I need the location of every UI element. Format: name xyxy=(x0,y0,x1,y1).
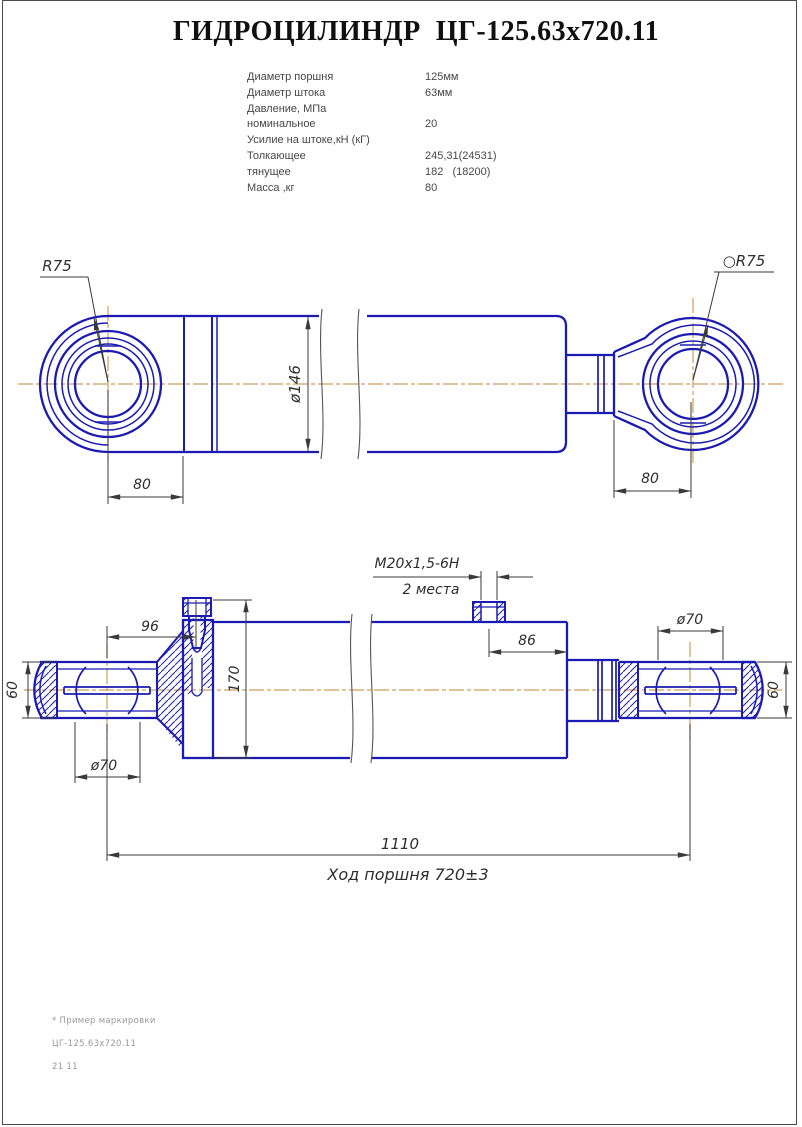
spec-row xyxy=(247,102,497,118)
port-boss xyxy=(473,602,505,622)
spec-label: Диаметр штока xyxy=(247,86,326,99)
spec-label: тянущее xyxy=(247,165,291,178)
lower-end-cap xyxy=(183,620,213,758)
spec-value: 63мм xyxy=(425,86,453,99)
spec-value: 80 xyxy=(425,181,438,194)
lower-barrel xyxy=(213,614,567,763)
spec-row xyxy=(247,149,497,165)
spec-label: номинальное xyxy=(247,118,316,131)
spec-value: 245,31(24531) xyxy=(425,149,497,162)
dia70-right-label: ø70 xyxy=(676,612,704,628)
marking-note-line3: 21 11 xyxy=(52,1062,78,1072)
spec-row xyxy=(247,181,497,197)
piston-stroke-label: Ход поршня 720±3 xyxy=(327,865,489,884)
spec-value: 125мм xyxy=(425,71,459,83)
upper-centerlines xyxy=(18,298,786,465)
r75-left-label: R75 xyxy=(42,257,72,275)
marking-note-line1: * Пример маркировки xyxy=(52,1016,156,1026)
dim60-left-label: 60 xyxy=(5,681,21,699)
dia70-left-label: ø70 xyxy=(90,758,118,774)
thread-note: 2 места xyxy=(402,582,460,598)
marking-note xyxy=(52,1016,156,1085)
dia146-label: ø146 xyxy=(286,365,304,403)
spec-row xyxy=(247,70,497,86)
upper-view xyxy=(18,252,786,504)
dim86-label: 86 xyxy=(518,633,536,649)
spec-row xyxy=(247,117,497,133)
lower-dimensions xyxy=(5,556,792,884)
spec-row xyxy=(247,165,497,181)
dim96-label: 96 xyxy=(141,619,159,635)
dim80-right-label: 80 xyxy=(641,471,659,487)
dim1110-label: 1110 xyxy=(380,835,420,853)
marking-note-line2: ЦГ-125.63х720.11 xyxy=(52,1039,137,1049)
lower-view xyxy=(5,556,792,884)
spec-row xyxy=(247,133,497,149)
dim80-left-label: 80 xyxy=(133,477,151,493)
spec-row xyxy=(247,86,497,102)
spec-label: Давление, МПа xyxy=(247,102,327,115)
spec-label: Усилие на штоке,кН (кГ) xyxy=(247,134,370,147)
spec-label: Толкающее xyxy=(247,149,306,162)
page-title: ГИДРОЦИЛИНДР ЦГ-125.63х720.11 xyxy=(172,16,660,47)
r75-right-label: ○R75 xyxy=(722,252,766,270)
spec-value: 182 (18200) xyxy=(425,165,491,178)
lower-left-eye xyxy=(34,631,183,751)
spec-label: Масса ,кг xyxy=(247,181,295,194)
dim170-label: 170 xyxy=(227,665,243,693)
dim60-right-label: 60 xyxy=(766,681,782,699)
thread-label: М20х1,5-6Н xyxy=(374,556,460,572)
spec-value: 20 xyxy=(425,118,438,131)
spec-label: Диаметр поршня xyxy=(247,71,334,83)
spec-table xyxy=(247,70,497,196)
upper-dimensions xyxy=(40,252,774,504)
lower-right-eye xyxy=(619,662,763,718)
